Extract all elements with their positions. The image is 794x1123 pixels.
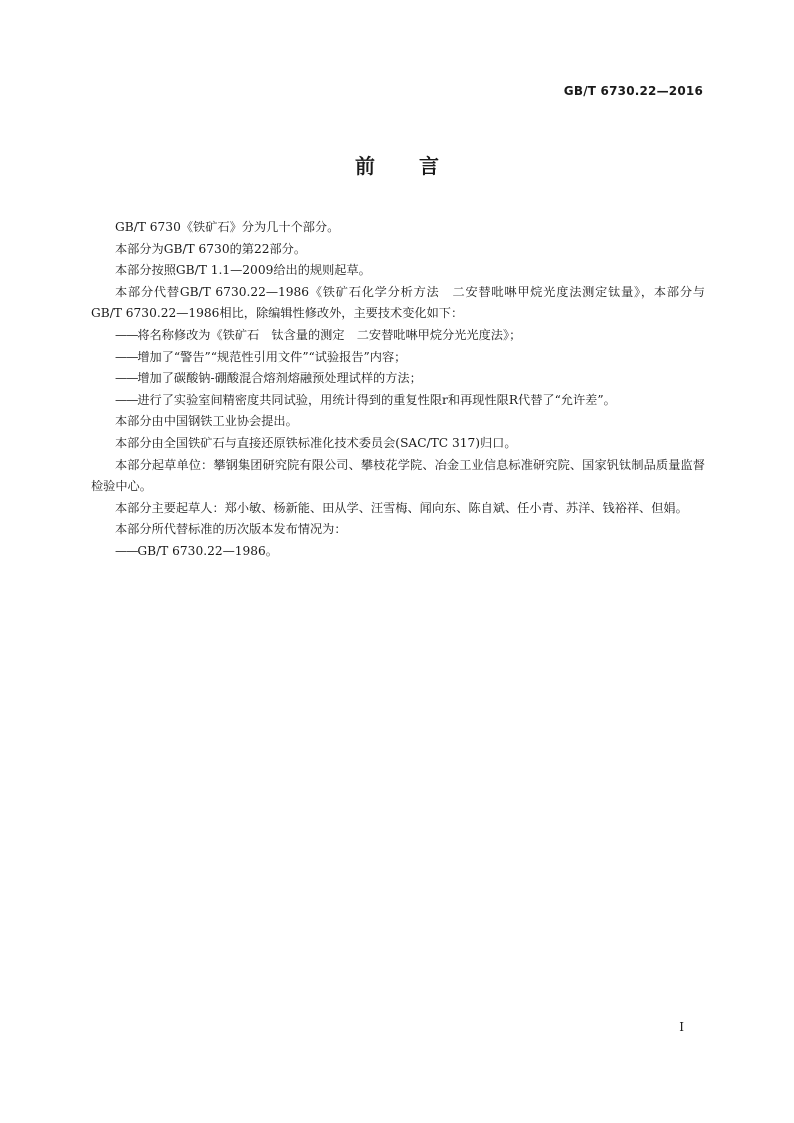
paragraph: GB/T 6730《铁矿石》分为几十个部分。	[115, 220, 340, 234]
page-title: 前言	[355, 154, 483, 178]
paragraph: 本部分所代替标准的历次版本发布情况为：	[115, 522, 347, 537]
change-item-text: 增加了碳酸钠-硼酸混合熔剂熔融预处理试样的方法；	[137, 371, 422, 386]
paragraph: 本部分起草单位：攀钢集团研究院有限公司、攀枝花学院、冶金工业信息标准研究院、国家钒钛制品质量监督检验中心。	[91, 457, 705, 494]
paragraph: 本部分主要起草人：郑小敏、杨新能、田从学、汪雪梅、闻向东、陈自斌、任小青、苏洋、钱裕祥、但娟。	[115, 500, 688, 515]
change-item	[91, 368, 705, 390]
paragraph: 本部分为GB/T 6730的第22部分。	[115, 241, 307, 256]
change-item-text: 增加了“警告”“规范性引用文件”“试验报告”内容；	[137, 349, 407, 364]
dash-marker: ——	[115, 543, 138, 558]
change-item-text: 将名称修改为《铁矿石 钛含量的测定 二安替吡啉甲烷分光光度法》；	[137, 327, 522, 342]
history-item-text: GB/T 6730.22—1986。	[137, 543, 278, 558]
dash-marker: ——	[115, 327, 138, 342]
change-item	[91, 390, 705, 412]
page-number: I	[679, 1020, 684, 1034]
dash-marker: ——	[115, 371, 138, 386]
change-item	[91, 347, 705, 369]
dash-marker: ——	[115, 349, 138, 364]
dash-marker: ——	[115, 392, 138, 407]
foreword-body	[91, 217, 705, 563]
paragraph: 本部分代替GB/T 6730.22—1986《铁矿石化学分析方法 二安替吡啉甲烷光度法测定钛量》，本部分与GB/T 6730.22—1986相比，除编辑性修改外，主要技术变化如下：	[91, 284, 705, 321]
paragraph: 本部分由全国铁矿石与直接还原铁标准化技术委员会(SAC/TC 317)归口。	[115, 435, 517, 450]
paragraph: 本部分按照GB/T 1.1—2009给出的规则起草。	[115, 263, 371, 278]
paragraph: 本部分由中国钢铁工业协会提出。	[115, 414, 298, 429]
change-item	[91, 325, 705, 347]
standard-code: GB/T 6730.22—2016	[563, 84, 703, 98]
history-item	[91, 541, 705, 563]
change-item-text: 进行了实验室间精密度共同试验，用统计得到的重复性限r和再现性限R代替了“允许差”。	[137, 392, 616, 407]
